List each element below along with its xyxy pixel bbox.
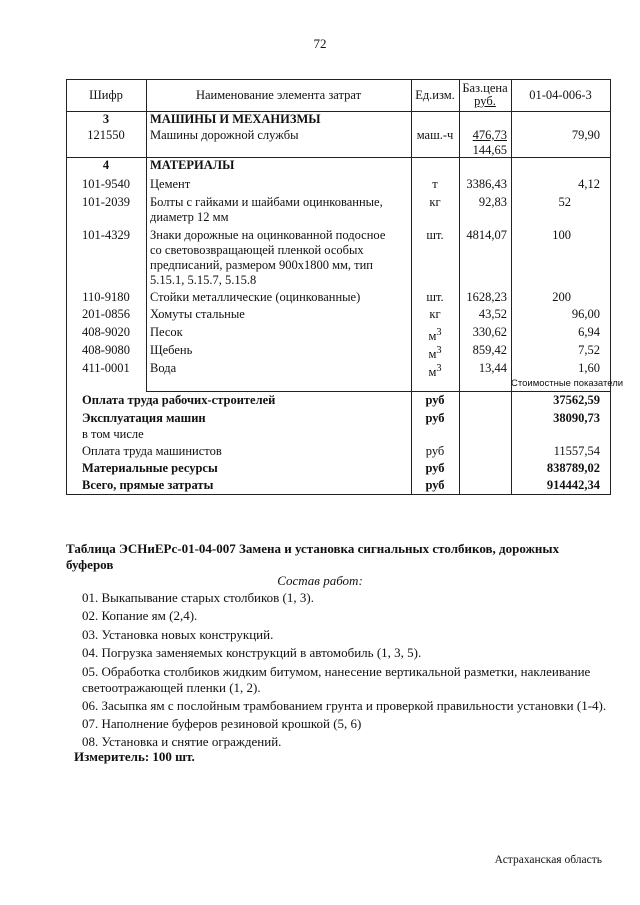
total-unit-0: руб bbox=[425, 393, 445, 407]
row-name-3: Знаки дорожные на оцинкованной подосное bbox=[150, 228, 386, 242]
section-number-materials: 4 bbox=[102, 158, 110, 172]
row-unit-7-exponent: 3 bbox=[436, 345, 442, 356]
total-label-2: в том числе bbox=[82, 427, 144, 441]
total-value-3: 11557,54 bbox=[553, 444, 600, 458]
section-divider bbox=[66, 157, 611, 158]
row-code-7: 408-9080 bbox=[82, 343, 130, 357]
work-item: 02. Копание ям (2,4). bbox=[82, 608, 198, 623]
row-unit-2: кг bbox=[429, 195, 441, 209]
row-code-4: 110-9180 bbox=[82, 290, 130, 304]
measure-unit: Измеритель: 100 шт. bbox=[74, 749, 195, 764]
row-norm-0: 79,90 bbox=[571, 128, 600, 142]
row-norm-6: 6,94 bbox=[578, 325, 600, 339]
row-name-4: Стойки металлические (оцинкованные) bbox=[150, 290, 361, 304]
table-title: Таблица ЭСНиЕРс-01-04-007 Замена и установка сигнальных столбиков, дорожных буферов bbox=[66, 541, 560, 572]
row-unit-8 bbox=[411, 361, 459, 380]
total-label-3: Оплата труда машинистов bbox=[82, 444, 222, 458]
total-unit-1: руб bbox=[425, 411, 445, 425]
row-price-8: 13,44 bbox=[478, 361, 507, 375]
row-name-0: Машины дорожной службы bbox=[150, 128, 299, 142]
row-code-0: 121550 bbox=[87, 128, 125, 142]
row-price-4: 1628,23 bbox=[466, 290, 507, 304]
header-unit: Ед.изм. bbox=[415, 88, 455, 102]
cost-caption: Стоимостные показатели bbox=[511, 378, 624, 389]
header-name: Наименование элемента затрат bbox=[195, 88, 362, 102]
total-unit-5: руб bbox=[425, 478, 445, 492]
row-norm-4: 200 bbox=[552, 290, 571, 304]
row-unit-0: маш.-ч bbox=[416, 128, 454, 142]
row-unit-8-exponent: 3 bbox=[436, 363, 442, 374]
totals-divider bbox=[146, 391, 611, 392]
work-item: 05. Обработка столбиков жидким битумом, нанесение вертикальной разметки, наклеивание светоотражающей пленки (1, 2). bbox=[82, 664, 591, 695]
row-unit-1: т bbox=[432, 177, 438, 191]
row-unit-6-base: м bbox=[428, 329, 437, 344]
total-label-4: Материальные ресурсы bbox=[82, 461, 218, 475]
row-unit-3: шт. bbox=[426, 228, 444, 242]
header-base-price-line1: Баз.цена bbox=[462, 81, 508, 95]
row-price-0: 476,73 bbox=[472, 128, 507, 142]
work-item: 04. Погрузка заменяемых конструкций в автомобиль (1, 3, 5). bbox=[82, 645, 422, 660]
row-name-3-line2: со световозвращающей пленкой особых bbox=[150, 243, 364, 257]
work-item: 08. Установка и снятие ограждений. bbox=[82, 734, 282, 749]
total-label-1: Эксплуатация машин bbox=[82, 411, 206, 425]
works-heading: Состав работ: bbox=[277, 573, 363, 588]
row-unit-5: кг bbox=[429, 307, 441, 321]
row-price-5: 43,52 bbox=[478, 307, 507, 321]
total-label-0: Оплата труда рабочих-строителей bbox=[82, 393, 276, 407]
row-name-2-line2: диаметр 12 мм bbox=[150, 210, 229, 224]
table-border-bottom bbox=[66, 494, 611, 495]
row-unit-6-exponent: 3 bbox=[436, 327, 442, 338]
work-item: 06. Засыпка ям с послойным трамбованием грунта и проверкой правильности установки (1-4). bbox=[82, 698, 607, 713]
table-border-top bbox=[66, 79, 611, 80]
section-title-materials: МАТЕРИАЛЫ bbox=[150, 158, 235, 172]
row-unit-6 bbox=[411, 325, 459, 344]
resource-table bbox=[66, 79, 624, 495]
row-code-6: 408-9020 bbox=[82, 325, 130, 339]
row-price-6: 330,62 bbox=[472, 325, 507, 339]
row-name-5: Хомуты стальные bbox=[150, 307, 245, 321]
header-base-price-line2: руб. bbox=[474, 94, 496, 108]
row-norm-2: 52 bbox=[558, 195, 571, 209]
row-code-5: 201-0856 bbox=[82, 307, 130, 321]
row-name-6: Песок bbox=[150, 325, 183, 339]
total-value-4: 838789,02 bbox=[546, 461, 600, 475]
section-title-machines: МАШИНЫ И МЕХАНИЗМЫ bbox=[150, 112, 321, 126]
work-item: 01. Выкапывание старых столбиков (1, 3). bbox=[82, 590, 314, 605]
total-value-1: 38090,73 bbox=[553, 411, 600, 425]
header-code: Шифр bbox=[89, 88, 123, 102]
total-label-5: Всего, прямые затраты bbox=[82, 478, 214, 492]
row-code-8: 411-0001 bbox=[82, 361, 130, 375]
row-unit-7 bbox=[411, 343, 459, 362]
row-price-0-second: 144,65 bbox=[472, 143, 507, 157]
row-unit-7-base: м bbox=[428, 347, 437, 362]
total-value-5: 914442,34 bbox=[546, 478, 600, 492]
row-norm-5: 96,00 bbox=[571, 307, 600, 321]
row-unit-8-base: м bbox=[428, 365, 437, 380]
row-price-2: 92,83 bbox=[478, 195, 507, 209]
row-price-1: 3386,43 bbox=[466, 177, 507, 191]
page-number: 72 bbox=[313, 36, 327, 51]
header-divider bbox=[66, 111, 611, 112]
table-border-right bbox=[610, 79, 611, 495]
total-unit-3: руб bbox=[425, 444, 445, 458]
row-norm-8: 1,60 bbox=[578, 361, 600, 375]
header-base-price bbox=[459, 82, 511, 108]
work-item: 07. Наполнение буферов резиновой крошкой (5, 6) bbox=[82, 716, 362, 731]
total-value-0: 37562,59 bbox=[553, 393, 600, 407]
row-name-3-line3: предписаний, размером 900х1800 мм, тип bbox=[150, 258, 373, 272]
row-code-1: 101-9540 bbox=[82, 177, 130, 191]
row-price-3: 4814,07 bbox=[466, 228, 507, 242]
row-code-3: 101-4329 bbox=[82, 228, 130, 242]
row-norm-7: 7,52 bbox=[578, 343, 600, 357]
row-name-2: Болты с гайками и шайбами оцинкованные, bbox=[150, 195, 383, 209]
total-unit-4: руб bbox=[425, 461, 445, 475]
row-name-8: Вода bbox=[150, 361, 177, 375]
row-price-7: 859,42 bbox=[472, 343, 507, 357]
row-norm-3: 100 bbox=[552, 228, 571, 242]
section-number-machines: 3 bbox=[102, 112, 110, 126]
work-item: 03. Установка новых конструкций. bbox=[82, 627, 274, 642]
row-name-7: Щебень bbox=[150, 343, 193, 357]
header-norm: 01-04-006-3 bbox=[529, 88, 592, 102]
row-unit-4: шт. bbox=[426, 290, 444, 304]
row-name-3-line4: 5.15.1, 5.15.7, 5.15.8 bbox=[150, 273, 257, 287]
row-norm-1: 4,12 bbox=[578, 177, 600, 191]
row-name-1: Цемент bbox=[150, 177, 191, 191]
row-code-2: 101-2039 bbox=[82, 195, 130, 209]
footer-region: Астраханская область bbox=[494, 854, 602, 866]
column-divider-code bbox=[146, 79, 147, 391]
